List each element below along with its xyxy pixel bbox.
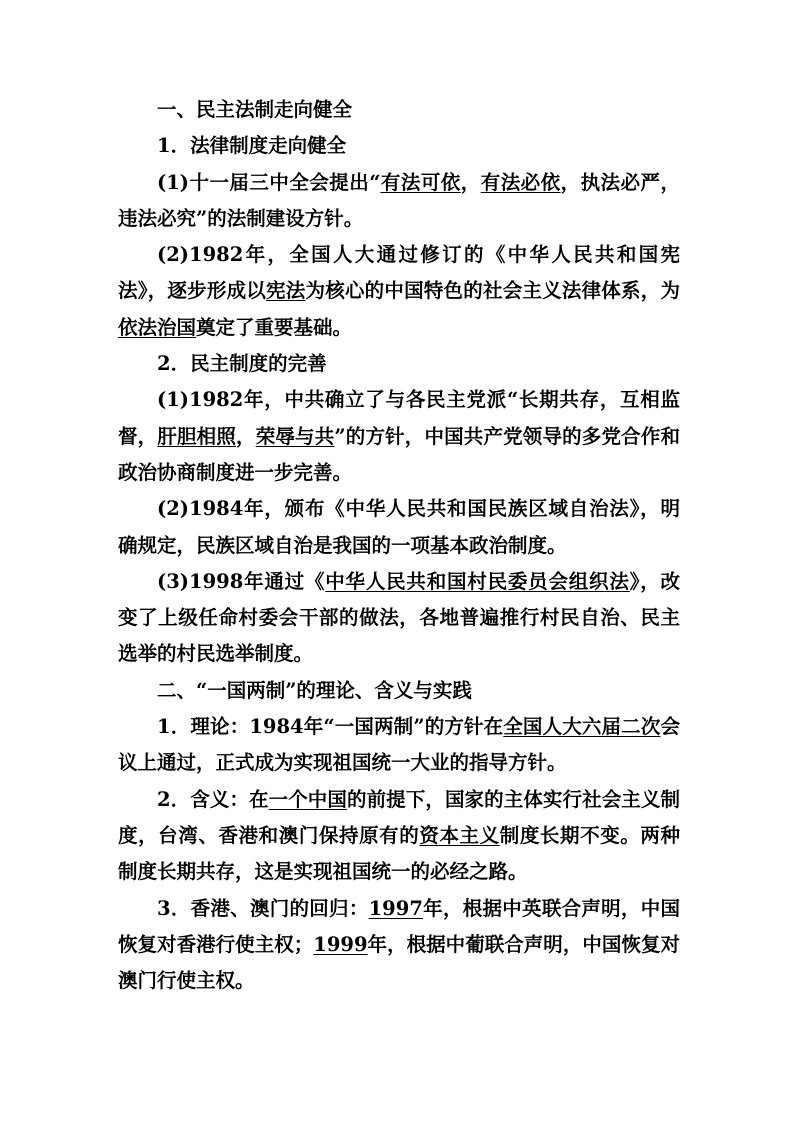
text-run: 制度长期不变。两种制度长期共存，这是实现祖国统一的必经之路。 bbox=[118, 823, 680, 884]
text-run: (2)1984年，颁布《中华人民共和国民族区域自治法》，明确规定，民族区域自治是我国的一项基本政治制度。 bbox=[118, 497, 680, 557]
underlined-key-term: 肝胆相照 bbox=[157, 424, 237, 448]
underlined-key-term: 有法可依 bbox=[380, 170, 461, 194]
underlined-key-term: 资本主义 bbox=[419, 823, 500, 847]
text-run: ， bbox=[236, 424, 256, 448]
paragraph bbox=[118, 891, 680, 1000]
underlined-key-term: 荣辱与共 bbox=[255, 424, 335, 448]
underlined-key-term: 1997 bbox=[368, 896, 423, 920]
section-heading: 二、“一国两制”的理论、含义与实践 bbox=[157, 678, 472, 702]
text-run: 1．理论：1984年“一国两制”的方针在 bbox=[157, 715, 504, 739]
paragraph bbox=[118, 709, 680, 782]
text-run: 》，改变了上级任命村委会干部的做法，各地普遍推行村民自治、民主选举的村民选举制度。 bbox=[118, 569, 680, 666]
paragraph bbox=[118, 237, 680, 346]
underlined-key-term: 全国人大六届二次 bbox=[503, 715, 661, 739]
text-run: 3．香港、澳门的回归： bbox=[157, 896, 369, 920]
text-run: ， bbox=[460, 170, 481, 194]
underlined-key-term: 中华人民共和国村民委员会组织法 bbox=[325, 569, 630, 593]
text-run: (2)1982年，全国人大通过修订的《中华人民共和国宪法》，逐步形成以 bbox=[118, 243, 680, 303]
paragraph bbox=[118, 491, 680, 564]
underlined-key-term: 宪法 bbox=[266, 279, 306, 303]
subsection-title: 1．法律制度走向健全 bbox=[157, 134, 347, 158]
underlined-key-term: 1999 bbox=[313, 932, 368, 956]
text-run: ”的方针，中国共产党领导的多党合作和政治协商制度进一步完善。 bbox=[118, 424, 680, 484]
text-run: (3)1998年通过《 bbox=[157, 569, 326, 593]
text-run: 会议上通过，正式成为实现祖国统一大业的指导方针。 bbox=[118, 715, 680, 775]
paragraph bbox=[118, 564, 680, 673]
section-heading: 一、民主法制走向健全 bbox=[157, 98, 353, 121]
document-page bbox=[118, 92, 680, 999]
text-run: (1)1982年，中共确立了与各民主党派“长期共存，互相监督， bbox=[118, 388, 680, 448]
paragraph bbox=[118, 382, 680, 491]
text-run: 奠定了重要基础。 bbox=[196, 315, 353, 339]
text-run: 年，根据中英联合声明，中国恢复对香港行使主权； bbox=[118, 896, 680, 956]
text-run: 的前提下，国家的主体实行社会主义制度，台湾、香港和澳门保持原有的 bbox=[118, 787, 680, 847]
text-run: (1)十一届三中全会提出“ bbox=[157, 170, 381, 194]
underlined-key-term: 有法必依 bbox=[480, 170, 561, 194]
underlined-key-term: 依法治国 bbox=[118, 315, 197, 339]
text-run: 为核心的中国特色的社会主义法律体系，为 bbox=[305, 279, 680, 303]
text-run: 年，根据中葡联合声明，中国恢复对澳门行使主权。 bbox=[118, 932, 680, 993]
paragraph bbox=[118, 165, 680, 238]
paragraph bbox=[118, 782, 680, 891]
underlined-key-term: 一个中国 bbox=[268, 787, 347, 811]
subsection-title: 2．民主制度的完善 bbox=[157, 352, 327, 376]
text-run: 2．含义：在 bbox=[157, 787, 269, 811]
text-run: ，执法必严，违法必究”的法制建设方针。 bbox=[118, 170, 680, 230]
